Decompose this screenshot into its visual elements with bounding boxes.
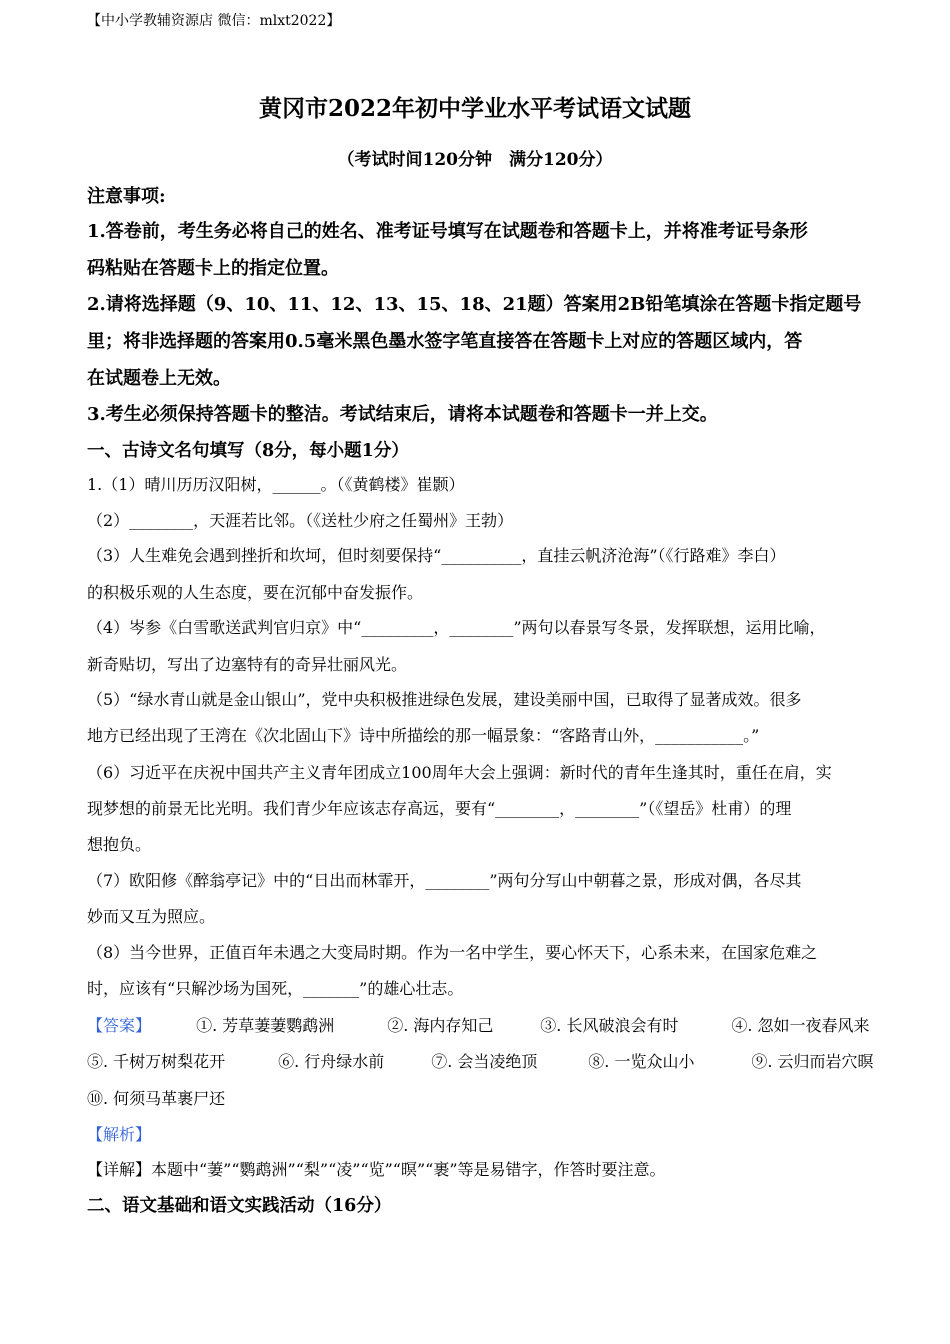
answer-item: ⑨. 云归而岩穴暝 bbox=[751, 1052, 874, 1071]
question-line: （2）________，天涯若比邻。（《送杜少府之任蜀州》王勃） bbox=[87, 511, 514, 530]
question-line: （4）岑参《白雪歌送武判官归京》中“_________，________”两句以春景写冬景，发挥联想，运用比喻， bbox=[87, 618, 826, 637]
notes-line: 2.请将选择题（9、10、11、12、13、15、18、21题）答案用2B铅笔填涂在答题卡指定题号 bbox=[87, 294, 862, 315]
notes-line: 1.答卷前，考生务必将自己的姓名、准考证号填写在试题卷和答题卡上，并将准考证号条形 bbox=[87, 221, 808, 242]
section-2-heading: 二、语文基础和语文实践活动（16分） bbox=[87, 1196, 392, 1216]
answer-item: ③. 长风破浪会有时 bbox=[540, 1016, 679, 1035]
analysis-label: 【解析】 bbox=[87, 1125, 152, 1144]
answer-item: ⑤. 千树万树梨花开 bbox=[87, 1052, 226, 1071]
question-line: 新奇贴切，写出了边塞特有的奇异壮丽风光。 bbox=[87, 655, 408, 674]
answer-label: 【答案】 bbox=[87, 1016, 152, 1035]
analysis-detail: 【详解】本题中“萋”“鹦鹉洲”“梨”“凌”“览”“暝”“裹”等是易错字，作答时要注意。 bbox=[87, 1160, 666, 1179]
answer-item: ⑦. 会当凌绝顶 bbox=[431, 1052, 538, 1071]
question-line: （6）习近平在庆祝中国共产主义青年团成立100周年大会上强调：新时代的青年生逢其时，重任在肩，实 bbox=[87, 763, 832, 782]
section-1-heading: 一、古诗文名句填写（8分，每小题1分） bbox=[87, 441, 409, 461]
answer-item: ⑧. 一览众山小 bbox=[588, 1052, 695, 1071]
question-line: 时，应该有“只解沙场为国死，_______”的雄心壮志。 bbox=[87, 979, 464, 998]
notes-line: 里；将非选择题的答案用0.5毫米黑色墨水签字笔直接答在答题卡上对应的答题区域内，答 bbox=[87, 331, 803, 352]
question-line: 想抱负。 bbox=[87, 835, 152, 854]
exam-info: （考试时间120分钟 满分120分） bbox=[337, 150, 613, 170]
notes-heading: 注意事项: bbox=[87, 186, 166, 207]
notes-line: 码粘贴在答题卡上的指定位置。 bbox=[87, 258, 339, 279]
question-line: 现梦想的前景无比光明。我们青少年应该志存高远，要有“________，________”（《望岳》杜甫）的理 bbox=[87, 799, 792, 818]
header-note: 【中小学教辅资源店 微信：mlxt2022】 bbox=[87, 13, 341, 29]
question-line: 地方已经出现了王湾在《次北固山下》诗中所描绘的那一幅景象：“客路青山外，___________。” bbox=[87, 726, 760, 745]
notes-line: 3.考生必须保持答题卡的整洁。考试结束后，请将本试题卷和答题卡一并上交。 bbox=[87, 404, 718, 425]
answer-item: ②. 海内存知己 bbox=[387, 1016, 494, 1035]
question-line: （7）欧阳修《醉翁亭记》中的“日出而林霏开，________”两句分写山中朝暮之景，形成对偶，各尽其 bbox=[87, 871, 802, 890]
page-title: 黄冈市2022年初中学业水平考试语文试题 bbox=[258, 95, 691, 122]
answer-item: ④. 忽如一夜春风来 bbox=[731, 1016, 870, 1035]
answer-row bbox=[87, 1013, 870, 1036]
question-line: 1.（1）晴川历历汉阳树，______。（《黄鹤楼》崔颢） bbox=[87, 475, 465, 494]
answer-item: ⑥. 行舟绿水前 bbox=[278, 1052, 385, 1071]
question-line: （8）当今世界，正值百年未遇之大变局时期。作为一名中学生，要心怀天下，心系未来，在国家危难之 bbox=[87, 943, 818, 962]
answer-row bbox=[87, 1049, 874, 1072]
answer-item: ⑩. 何须马革裹尸还 bbox=[87, 1089, 226, 1108]
answer-item: ①. 芳草萋萋鹦鹉洲 bbox=[196, 1016, 335, 1035]
question-line: 的积极乐观的人生态度，要在沉郁中奋发振作。 bbox=[87, 583, 424, 602]
notes-line: 在试题卷上无效。 bbox=[87, 368, 231, 389]
question-line: 妙而又互为照应。 bbox=[87, 907, 216, 926]
question-line: （5）“绿水青山就是金山银山”，党中央积极推进绿色发展，建设美丽中国，已取得了显著成效。很多 bbox=[87, 690, 802, 709]
question-line: （3）人生难免会遇到挫折和坎坷，但时刻要保持“__________，直挂云帆济沧海”（《行路难》李白） bbox=[87, 546, 786, 565]
